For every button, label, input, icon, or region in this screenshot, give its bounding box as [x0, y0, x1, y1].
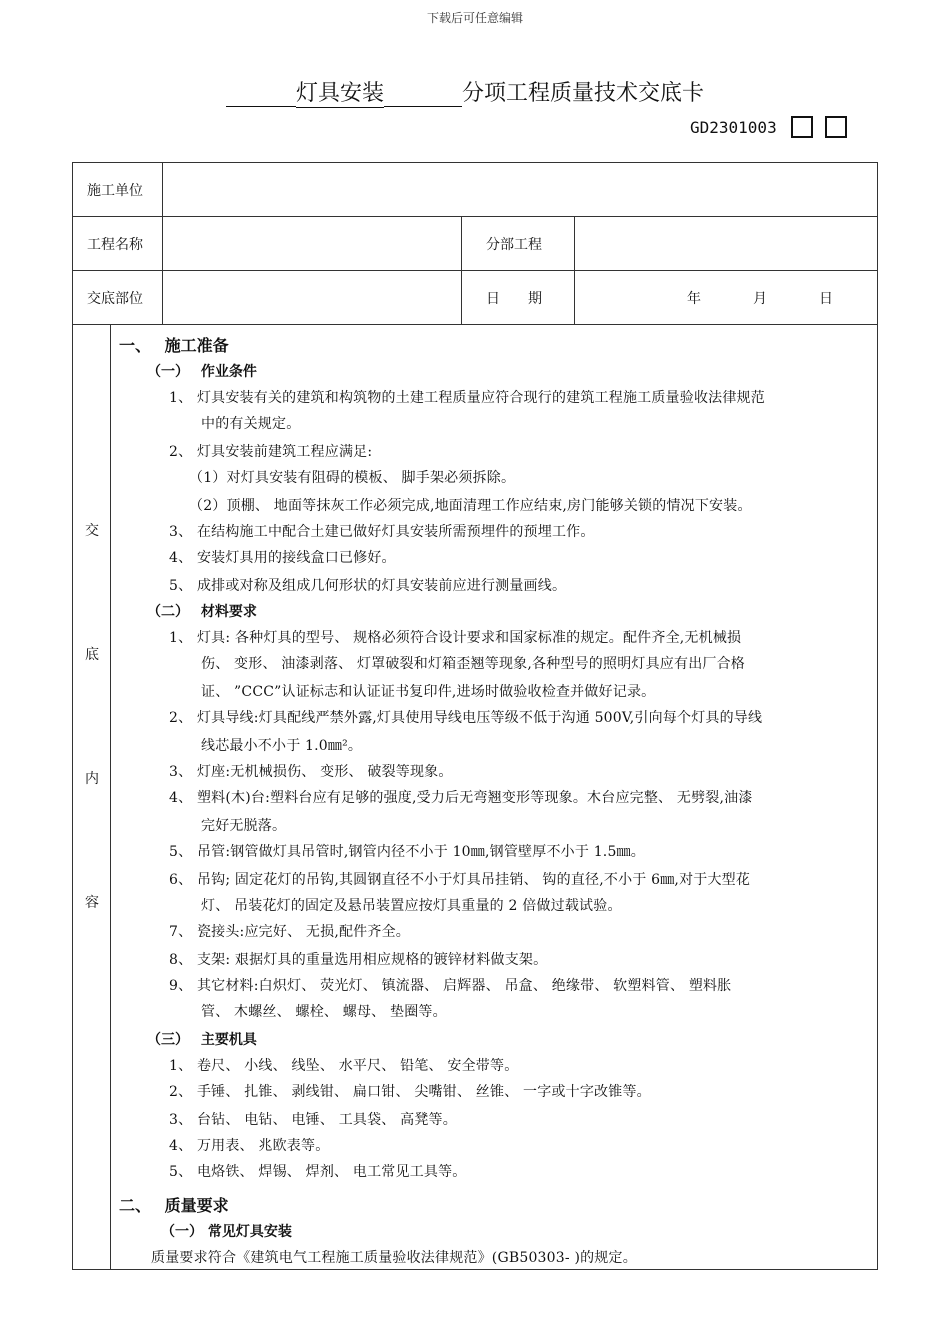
paragraph: 5、 电烙铁、 焊锡、 焊剂、 电工常见工具等。 — [169, 1164, 467, 1180]
unit-value[interactable] — [163, 163, 878, 217]
paragraph: （2）顶棚、 地面等抹灰工作必须完成,地面清理工作应结束,房门能够关锁的情况下安装。 — [189, 498, 752, 514]
date-label: 日 期 — [462, 271, 575, 325]
paragraph: 线芯最小不小于 1.0㎜²。 — [201, 738, 363, 754]
side-char-2: 底 — [85, 647, 99, 663]
division-value[interactable] — [575, 217, 878, 271]
paragraph: 4、 塑料(木)台:塑料台应有足够的强度,受力后无弯翘变形等现象。木台应完整、 无劈裂,油漆 — [169, 790, 753, 806]
paragraph: 7、 瓷接头:应完好、 无损,配件齐全。 — [169, 924, 410, 940]
title-rest: 分项工程质量技术交底卡 — [462, 81, 705, 106]
header-note: 下载后可任意编辑 — [426, 11, 523, 25]
paragraph: 1、 灯具: 各种灯具的型号、 规格必须符合设计要求和国家标准的规定。配件齐全,无机械损 — [169, 630, 742, 646]
project-value[interactable] — [163, 217, 462, 271]
paragraph: 6、 吊钩; 固定花灯的吊钩,其圆钢直径不小于灯具吊挂销、 钩的直径,不小于 6㎜,对于大型花 — [169, 872, 751, 888]
checkbox-1[interactable] — [791, 116, 813, 138]
document-title — [226, 76, 704, 108]
doc-code-row — [690, 116, 847, 138]
paragraph: （1）对灯具安装有阻碍的模板、 脚手架必须拆除。 — [189, 470, 516, 486]
unit-label: 施工单位 — [73, 163, 163, 217]
paragraph: 证、 ”CCC”认证标志和认证证书复印件,进场时做验收检查并做好记录。 — [201, 684, 656, 700]
checkbox-2[interactable] — [825, 116, 847, 138]
paragraph: 4、 万用表、 兆欧表等。 — [169, 1138, 330, 1154]
subsection-heading: （一） 作业条件 — [147, 364, 257, 380]
date-year: 年 — [687, 290, 701, 307]
paragraph: 5、 吊管:钢管做灯具吊管时,钢管内径不小于 10㎜,钢管壁厚不小于 1.5㎜。 — [169, 844, 645, 860]
side-label-column — [73, 324, 111, 1269]
date-value[interactable] — [575, 271, 878, 325]
paragraph: 2、 灯具安装前建筑工程应满足: — [169, 444, 373, 460]
paragraph: 管、 木螺丝、 螺栓、 螺母、 垫圈等。 — [201, 1004, 447, 1020]
paragraph: 9、 其它材料:白炽灯、 荧光灯、 镇流器、 启辉器、 吊盒、 绝缘带、 软塑料管、 塑料胀 — [169, 978, 732, 994]
subsection-heading: （二） 材料要求 — [147, 604, 257, 620]
side-char-3: 内 — [85, 771, 99, 787]
subsection-heading: （三） 主要机具 — [147, 1032, 257, 1048]
paragraph: 完好无脱落。 — [201, 818, 287, 834]
side-char-4: 容 — [85, 895, 99, 911]
paragraph: 灯、 吊装花灯的固定及悬吊装置应按灯具重量的 2 倍做过载试验。 — [201, 898, 622, 914]
location-label: 交底部位 — [73, 271, 163, 325]
paragraph: 2、 灯具导线:灯具配线严禁外露,灯具使用导线电压等级不低于沟通 500V,引向每个灯具的导线 — [169, 710, 763, 726]
paragraph: 1、 灯具安装有关的建筑和构筑物的土建工程质量应符合现行的建筑工程施工质量验收法律规范 — [169, 390, 765, 406]
paragraph: 3、 灯座:无机械损伤、 变形、 破裂等现象。 — [169, 764, 453, 780]
paragraph: 中的有关规定。 — [201, 416, 301, 432]
date-day: 日 — [819, 290, 833, 307]
paragraph: 2、 手锤、 扎锥、 剥线钳、 扁口钳、 尖嘴钳、 丝锥、 一字或十字改锥等。 — [169, 1084, 651, 1100]
section-heading: 二、 质量要求 — [119, 1196, 229, 1215]
content-frame — [72, 324, 878, 1270]
division-label: 分部工程 — [462, 217, 575, 271]
section-heading: 一、 施工准备 — [119, 336, 229, 355]
paragraph: 8、 支架: 艰据灯具的重量选用相应规格的镀锌材料做支架。 — [169, 952, 548, 968]
row-location — [73, 271, 878, 325]
date-month: 月 — [753, 290, 767, 307]
doc-code: GD2301003 — [690, 117, 777, 137]
title-underline-left — [226, 81, 296, 107]
title-underline-right — [384, 81, 462, 107]
subsection-heading: （一） 常见灯具安装 — [161, 1224, 292, 1240]
row-unit — [73, 163, 878, 217]
paragraph: 1、 卷尺、 小线、 线坠、 水平尺、 铅笔、 安全带等。 — [169, 1058, 519, 1074]
paragraph: 伤、 变形、 油漆剥落、 灯罩破裂和灯箱歪翘等现象,各种型号的照明灯具应有出厂合格 — [201, 656, 745, 672]
location-value[interactable] — [163, 271, 462, 325]
paragraph: 质量要求符合《建筑电气工程施工质量验收法律规范》(GB50303- )的规定。 — [151, 1250, 637, 1266]
paragraph: 3、 在结构施工中配合土建已做好灯具安装所需预埋件的预埋工作。 — [169, 524, 595, 540]
side-char-1: 交 — [85, 523, 99, 539]
project-label: 工程名称 — [73, 217, 163, 271]
paragraph: 5、 成排或对称及组成几何形状的灯具安装前应进行测量画线。 — [169, 578, 567, 594]
paragraph: 4、 安装灯具用的接线盒口已修好。 — [169, 550, 396, 566]
title-subject: 灯具安装 — [296, 76, 384, 108]
info-table — [72, 162, 878, 325]
paragraph: 3、 台钻、 电钻、 电锤、 工具袋、 高凳等。 — [169, 1112, 457, 1128]
row-project — [73, 217, 878, 271]
